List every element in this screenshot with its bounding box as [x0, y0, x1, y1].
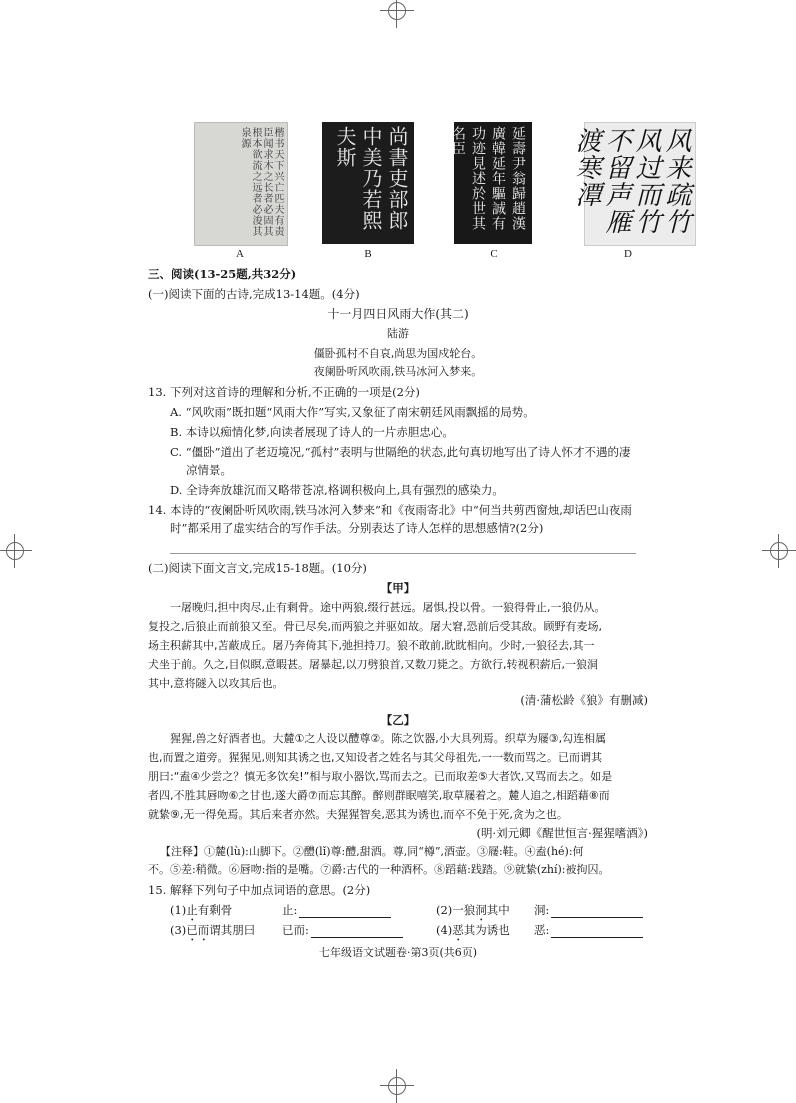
q14-line-1: 14. 本诗的“夜阑卧听风吹雨,铁马冰河入梦来”和《夜雨寄北》中“何当共剪西窗烛,却话巴山夜雨 — [148, 503, 632, 517]
calligraphy-image-c — [450, 122, 532, 244]
q13-stem: 13. 下列对这首诗的理解和分析,不正确的一项是(2分) — [148, 385, 420, 399]
poem-line-1: 僵卧孤村不自哀,尚思为国戍轮台。 — [313, 347, 483, 360]
caption-c: C — [490, 248, 498, 260]
dotted-word: 已而 — [186, 923, 210, 937]
q15-stem: 15. 解释下列句子中加点词语的意思。(2分) — [148, 883, 371, 897]
calligraphy-image-d — [571, 122, 696, 246]
calligraphy-image-a — [194, 122, 288, 246]
answer-blank[interactable] — [299, 905, 391, 918]
yi-line: 朋曰:“盍④少尝之？慎无多饮矣!”相与取小器饮,骂而去之。已而取差⑤大者饮,又骂而去之。如是 — [148, 770, 613, 783]
jia-line: 场主积薪其中,苫蔽成丘。屠乃奔倚其下,弛担持刀。狼不敢前,眈眈相向。少时,一狼径去,其一 — [148, 639, 595, 652]
q15-answer-1[interactable]: 止: — [282, 902, 391, 918]
registration-mark-right — [768, 540, 790, 562]
answer-blank[interactable] — [311, 925, 403, 938]
dotted-word: 洞 — [475, 903, 487, 917]
q13-option-c-line2: 凉情景。 — [186, 463, 232, 477]
jia-heading: 【甲】 — [380, 581, 416, 595]
poem-line-2: 夜阑卧听风吹雨,铁马冰河入梦来。 — [313, 365, 483, 378]
q15-item-3: (3)已而谓其朋曰 — [170, 923, 256, 937]
page-footer: 七年级语文试题卷·第3页(共6页) — [318, 946, 478, 959]
yi-line: 猩猩,兽之好酒者也。大麓①之人设以醴尊②。陈之饮器,小大具列焉。织草为屦③,勾连相属 — [170, 732, 607, 745]
q13-option-b: B. 本诗以痴情化梦,向读者展现了诗人的一片赤胆忠心。 — [170, 425, 454, 439]
calligraphy-a-glyphs: 楷书天下兴亡匹夫有责臣闻求木之长者必固其根本欲流之远者必浚其泉源 — [239, 127, 283, 237]
caption-a: A — [236, 248, 244, 260]
q15-item-4: (4)恶其为诱也 — [436, 923, 510, 937]
section-divider — [170, 553, 636, 554]
dotted-word: 止 — [186, 903, 198, 917]
q15-item-1: (1)止有剩骨 — [170, 903, 233, 917]
jia-line: 犬坐于前。久之,目似瞑,意暇甚。屠暴起,以刀劈狼首,又数刀毙之。方欲行,转视积薪后,一狼洞 — [148, 658, 598, 671]
poem-author: 陆游 — [387, 327, 409, 340]
annotation-line-1: 【注释】①麓(lù):山脚下。②醴(lǐ)尊:醴,甜酒。尊,同“樽”,酒壶。③屦:鞋。④盍(hé):何 — [160, 845, 584, 858]
calligraphy-samples — [194, 122, 694, 262]
jia-line: 其中,意将隧入以攻其后也。 — [148, 677, 284, 690]
part2-intro: (二)阅读下面文言文,完成15-18题。(10分) — [148, 561, 367, 575]
q15-answer-3[interactable]: 已而: — [282, 922, 403, 938]
answer-blank[interactable] — [551, 925, 643, 938]
section-heading: 三、阅读(13-25题,共32分) — [148, 267, 297, 281]
dotted-word: 恶 — [452, 923, 464, 937]
annotation-line-2: 不。⑤差:稍微。⑥唇吻:指的是嘴。⑦爵:古代的一种酒杯。⑧蹈藉:践踏。⑨就絷(zhí):被拘囚。 — [148, 863, 610, 876]
q13-option-a: A. “风吹雨”既扣题“风雨大作”写实,又象征了南宋朝廷风雨飘摇的局势。 — [170, 405, 535, 419]
yi-line: 者四,不胜其唇吻⑥之甘也,遂大爵⑦而忘其醉。醉则群眠嘻笑,取草屦着之。麓人追之,相蹈藉⑧而 — [148, 789, 610, 802]
q13-option-d: D. 全诗奔放雄沉而又略带苍凉,格调积极向上,具有强烈的感染力。 — [170, 483, 504, 497]
calligraphy-d-glyphs: 风来疏竹风过而竹不留声雁渡寒潭 — [571, 127, 691, 235]
yi-source: (明·刘元卿《醒世恒言·猩猩嗜酒》) — [476, 826, 648, 840]
q15-answer-4[interactable]: 恶: — [534, 922, 643, 938]
yi-heading: 【乙】 — [380, 713, 416, 727]
registration-mark-bottom — [386, 1075, 408, 1097]
poem-title: 十一月四日风雨大作(其二) — [327, 307, 469, 321]
jia-source: (清·蒲松龄《狼》有删减) — [520, 693, 648, 707]
caption-d: D — [624, 248, 632, 260]
jia-line: 一屠晚归,担中肉尽,止有剩骨。途中两狼,缀行甚远。屠惧,投以骨。一狼得骨止,一狼仍从。 — [170, 601, 606, 614]
caption-b: B — [364, 248, 372, 260]
q15-answer-2[interactable]: 洞: — [534, 902, 643, 918]
yi-line: 就絷⑨,无一得免焉。其后来者亦然。夫猩猩智矣,恶其为诱也,而卒不免于死,贪为之也。 — [148, 808, 568, 821]
answer-blank[interactable] — [551, 905, 643, 918]
calligraphy-image-b — [322, 122, 414, 244]
registration-mark-left — [4, 540, 26, 562]
q13-option-c-line1: C. “僵卧”道出了老迈境况,“孤村”表明与世隔绝的状态,此句真切地写出了诗人怀才不遇的凄 — [170, 445, 631, 459]
q14-line-2: 时”都采用了虚实结合的写作手法。分别表达了诗人怎样的思想感情?(2分) — [170, 521, 544, 535]
yi-line: 也,而置之道旁。猩猩见,则知其诱之也,又知设者之姓名与其父母祖先,一一数而骂之。已而谓其 — [148, 751, 602, 764]
part1-intro: (一)阅读下面的古诗,完成13-14题。(4分) — [148, 287, 360, 301]
jia-line: 复投之,后狼止而前狼又至。骨已尽矣,而两狼之并驱如故。屠大窘,恐前后受其敌。顾野有麦场, — [148, 620, 602, 633]
calligraphy-b-glyphs: 尚書吏部郎中美乃若熙夫斯 — [333, 126, 409, 231]
q15-item-2: (2)一狼洞其中 — [436, 903, 510, 917]
registration-mark-top — [386, 0, 408, 22]
calligraphy-c-glyphs: 延壽尹翁歸趙漢廣韓延年驅誠有功迹見述於世其名臣 — [450, 126, 526, 231]
